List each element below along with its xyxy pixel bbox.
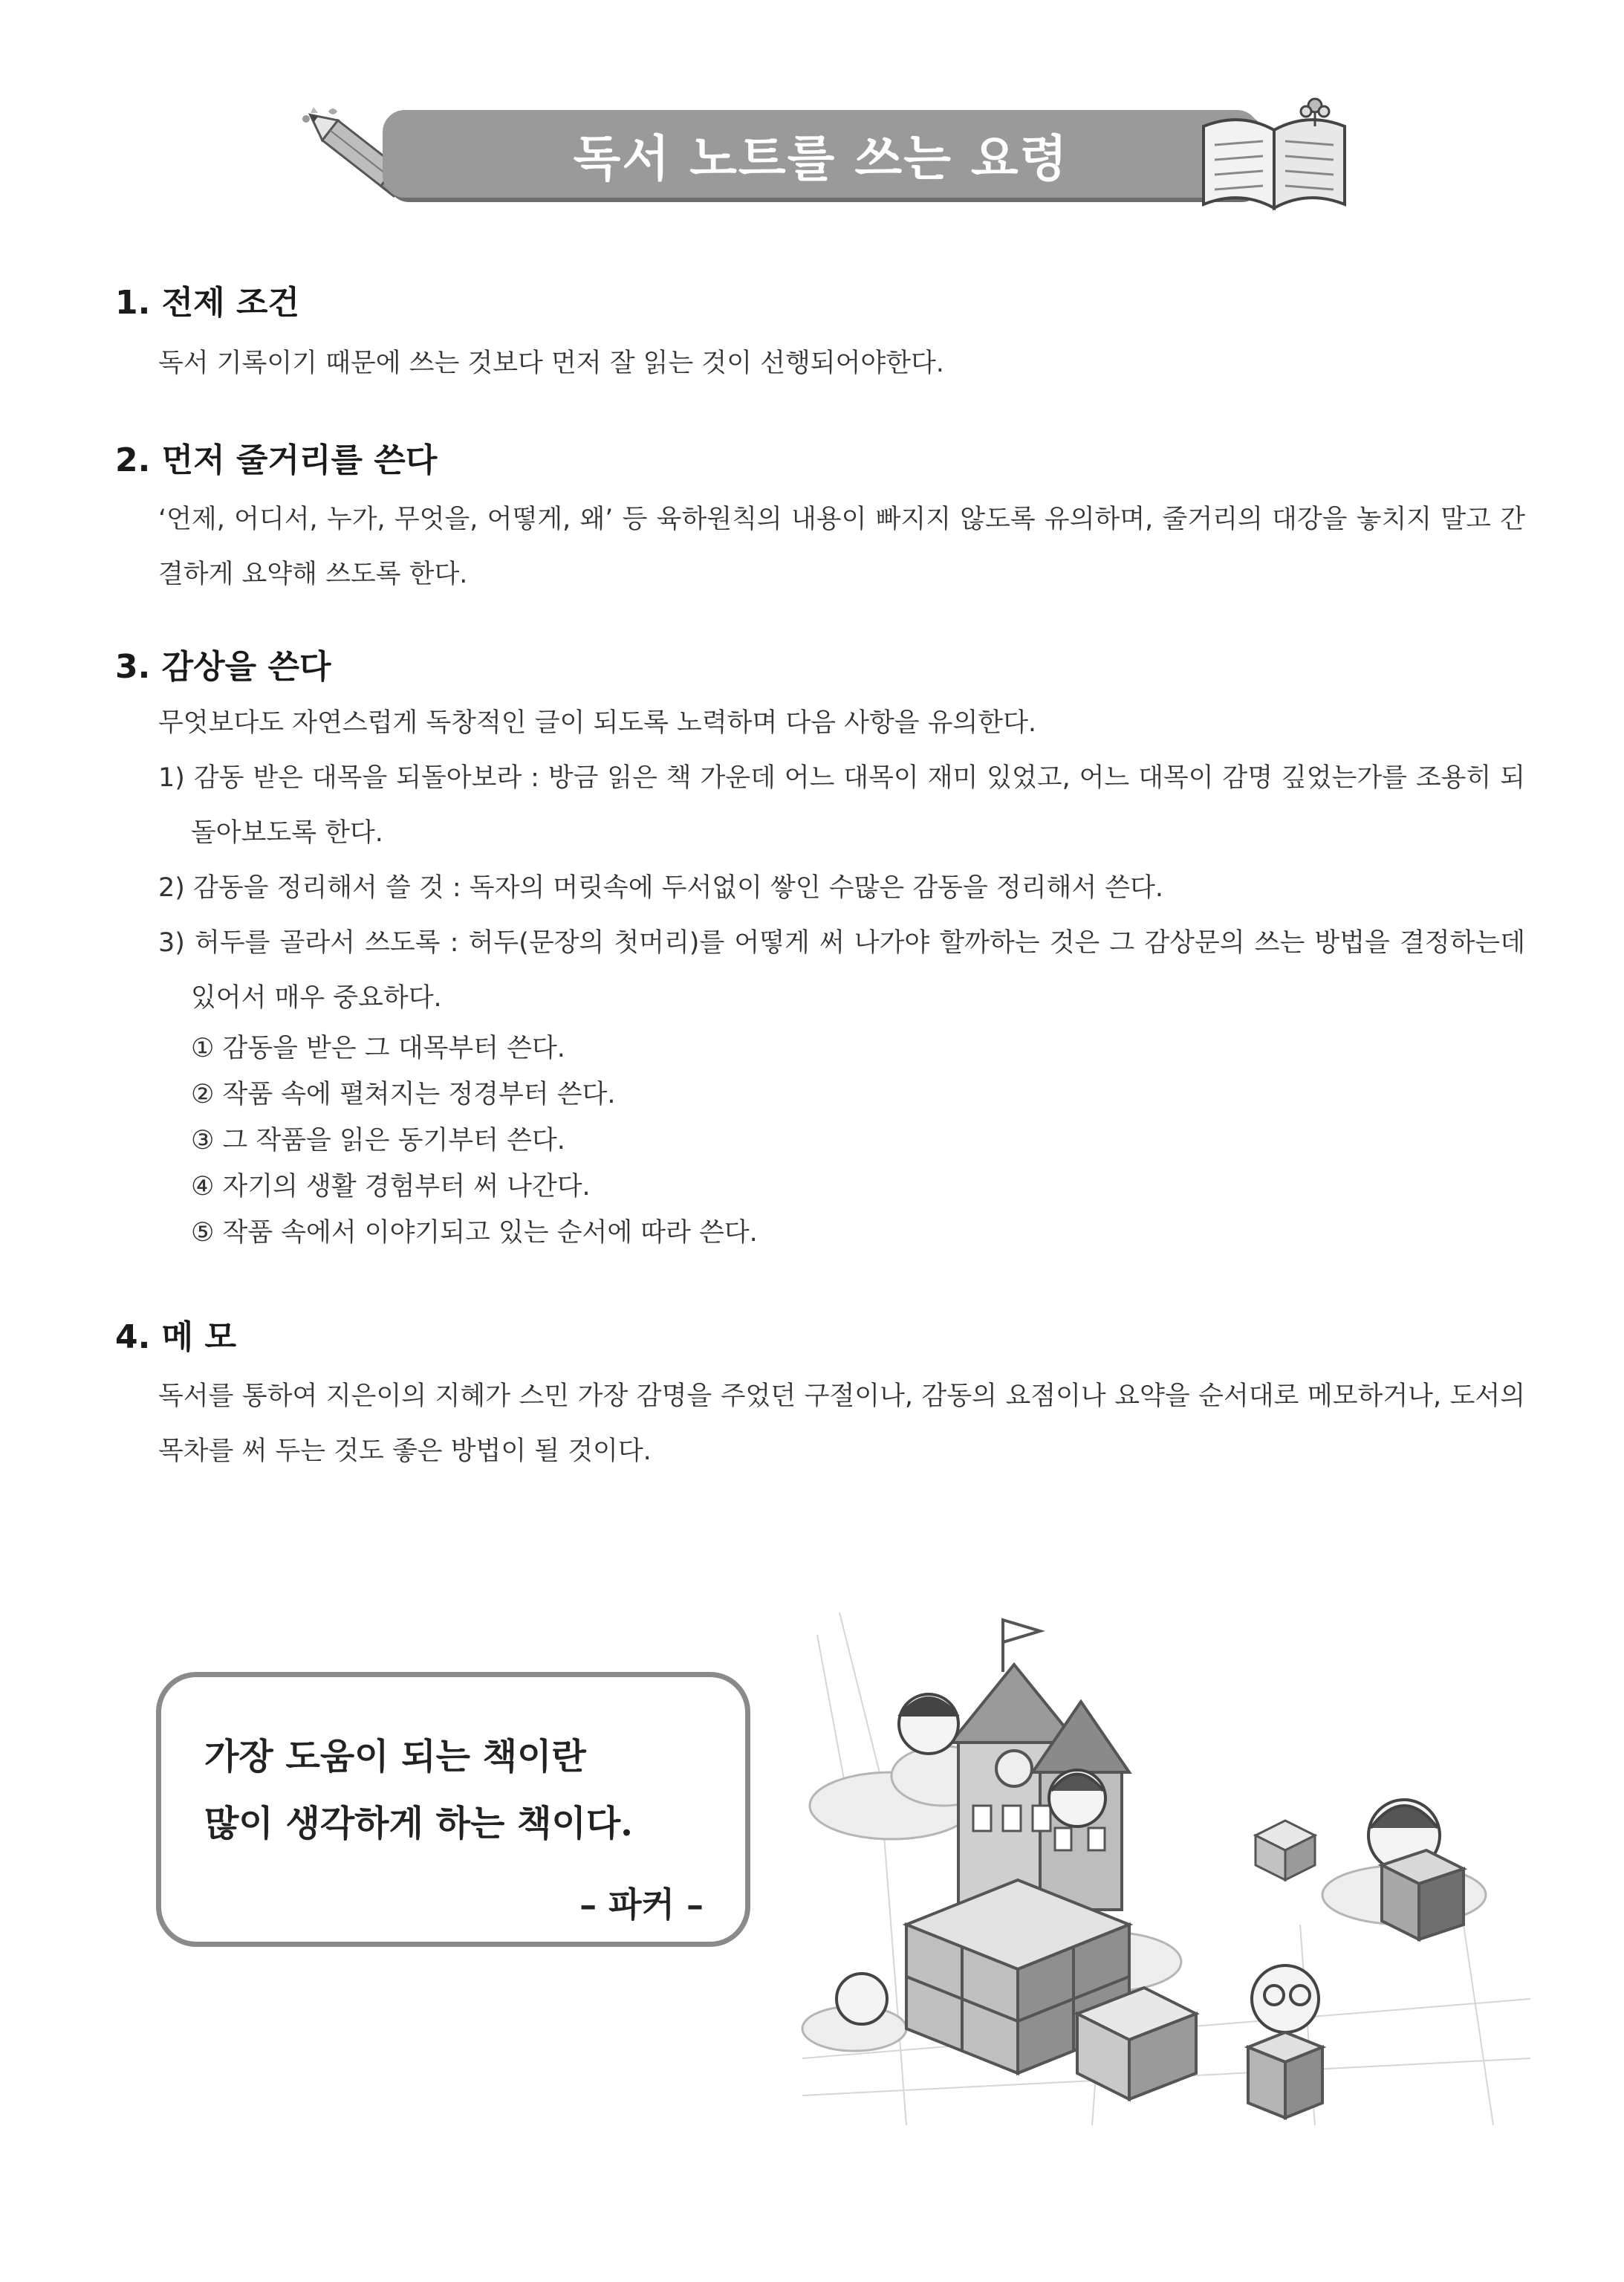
list-item: ③ 그 작품을 읽은 동기부터 쓴다. xyxy=(191,1126,565,1155)
page-title: 독서 노트를 쓰는 요령 xyxy=(573,129,1069,187)
section-heading: 3. 감상을 쓴다 xyxy=(115,648,331,686)
list-item: 1) 감동 받은 대목을 되돌아보라 : 방금 읽은 책 가운데 어느 대목이 재미 있었고, 어느 대목이 감명 깊었는가를 조용히 되돌아보도록 한다. xyxy=(158,763,1525,848)
quote-author: – 파커 – xyxy=(579,1884,704,1925)
quote-line-2: 많이 생각하게 하는 책이다. xyxy=(204,1803,633,1844)
children-with-blocks-illustration xyxy=(795,1612,1538,2125)
quote-line-1: 가장 도움이 되는 책이란 xyxy=(204,1736,586,1777)
quote-box xyxy=(156,1672,750,1947)
section-3 xyxy=(115,645,1527,1256)
section-2 xyxy=(115,438,1527,602)
section-heading: 1. 전제 조건 xyxy=(115,284,299,322)
section-body: 무엇보다도 자연스럽게 독창적인 글이 되도록 노력하며 다음 사항을 유의한다. xyxy=(158,708,1037,738)
section-body: 독서를 통하여 지은이의 지혜가 스민 가장 감명을 주었던 구절이나, 감동의 요점이나 요약을 순서대로 메모하거나, 도서의 목차를 써 두는 것도 좋은 방법이 될 것이다. xyxy=(158,1381,1525,1466)
section-heading: 2. 먼저 줄거리를 쓴다 xyxy=(115,441,438,479)
section-body: ‘언제, 어디서, 누가, 무엇을, 어떻게, 왜’ 등 육하원칙의 내용이 빠지지 않도록 유의하며, 줄거리의 대강을 놓치지 말고 간결하게 요약해 쓰도록 한다. xyxy=(158,505,1525,589)
section-body: 독서 기록이기 때문에 쓰는 것보다 먼저 잘 읽는 것이 선행되어야한다. xyxy=(158,349,944,378)
list-item: ① 감동을 받은 그 대목부터 쓴다. xyxy=(191,1034,565,1063)
open-book-icon xyxy=(1196,97,1352,215)
list-item: ⑤ 작품 속에서 이야기되고 있는 순서에 따라 쓴다. xyxy=(191,1218,758,1248)
list-item: 3) 허두를 골라서 쓰도록 : 허두(문장의 첫머리)를 어떻게 써 나가야 할까하는 것은 그 감상문의 쓰는 방법을 결정하는데 있어서 매우 중요하다. xyxy=(158,928,1525,1013)
section-4 xyxy=(115,1315,1527,1479)
section-1 xyxy=(115,281,1527,391)
section-heading: 4. 메 모 xyxy=(115,1318,236,1356)
list-item: 2) 감동을 정리해서 쓸 것 : 독자의 머릿속에 두서없이 쌓인 수많은 감동을 정리해서 쓴다. xyxy=(158,873,1164,903)
list-item: ② 작품 속에 펼쳐지는 정경부터 쓴다. xyxy=(191,1080,616,1109)
list-item: ④ 자기의 생활 경험부터 써 나간다. xyxy=(191,1172,591,1202)
